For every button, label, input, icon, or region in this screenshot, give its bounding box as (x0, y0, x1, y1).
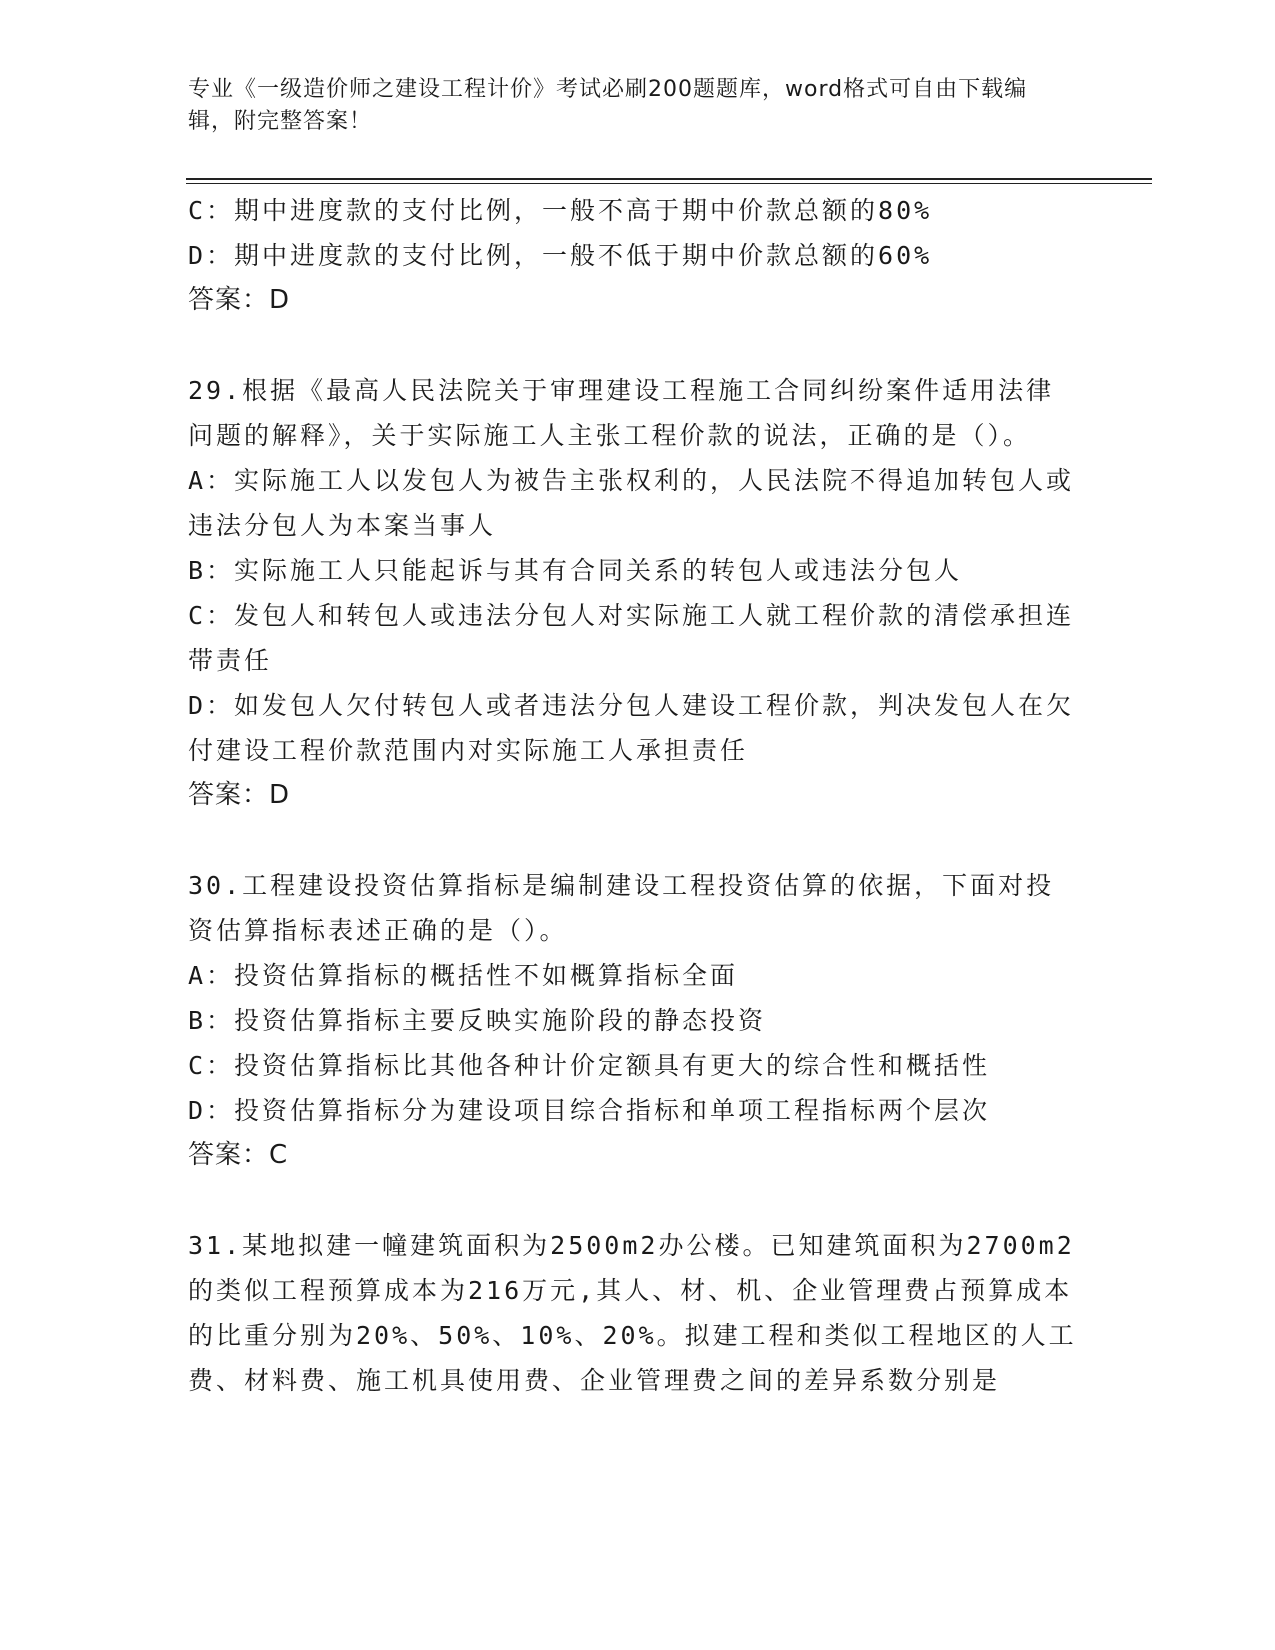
option-a: A：投资估算指标的概括性不如概算指标全面 (188, 961, 739, 990)
answer: 答案：D (188, 780, 291, 810)
question-block-28 (188, 188, 1078, 323)
option-d: D：投资估算指标分为建设项目综合指标和单项工程指标两个层次 (188, 1096, 991, 1125)
question-text: 31.某地拟建一幢建筑面积为2500m2办公楼。已知建筑面积为2700m2的类似工程预算成本为216万元,其人、材、机、企业管理费占预算成本的比重分别为20%、50%、10%、20%。拟建工程和类似工程地区的人工费、材料费、施工机具使用费、企业管理费之间的差异系数分别是 (188, 1231, 1077, 1395)
question-block-31 (188, 1223, 1078, 1403)
option-c: C：投资估算指标比其他各种计价定额具有更大的综合性和概括性 (188, 1051, 991, 1080)
option-c: C：期中进度款的支付比例，一般不高于期中价款总额的80% (188, 196, 933, 225)
answer: 答案：D (188, 285, 291, 315)
option-d: D：如发包人欠付转包人或者违法分包人建设工程价款，判决发包人在欠付建设工程价款范围内对实际施工人承担责任 (188, 691, 1075, 765)
question-text: 30.工程建设投资估算指标是编制建设工程投资估算的依据，下面对投资估算指标表述正确的是（）。 (188, 871, 1055, 945)
question-block-30 (188, 863, 1078, 1178)
header-rule-thick (186, 178, 1152, 180)
option-c: C：发包人和转包人或违法分包人对实际施工人就工程价款的清偿承担连带责任 (188, 601, 1075, 675)
option-b: B：投资估算指标主要反映实施阶段的静态投资 (188, 1006, 767, 1035)
question-block-29 (188, 368, 1078, 818)
option-d: D：期中进度款的支付比例，一般不低于期中价款总额的60% (188, 241, 933, 270)
question-text: 29.根据《最高人民法院关于审理建设工程施工合同纠纷案件适用法律问题的解释》，关于实际施工人主张工程价款的说法，正确的是（）。 (188, 376, 1055, 450)
answer: 答案：C (188, 1140, 289, 1170)
option-a: A：实际施工人以发包人为被告主张权利的，人民法院不得追加转包人或违法分包人为本案当事人 (188, 466, 1075, 540)
option-b: B：实际施工人只能起诉与其有合同关系的转包人或违法分包人 (188, 556, 963, 585)
document-header: 专业《一级造价师之建设工程计价》考试必刷200题题库，word格式可自由下载编辑，附完整答案！ (188, 77, 1028, 134)
document-body (188, 188, 1078, 1403)
header-rule-thin (186, 183, 1152, 184)
